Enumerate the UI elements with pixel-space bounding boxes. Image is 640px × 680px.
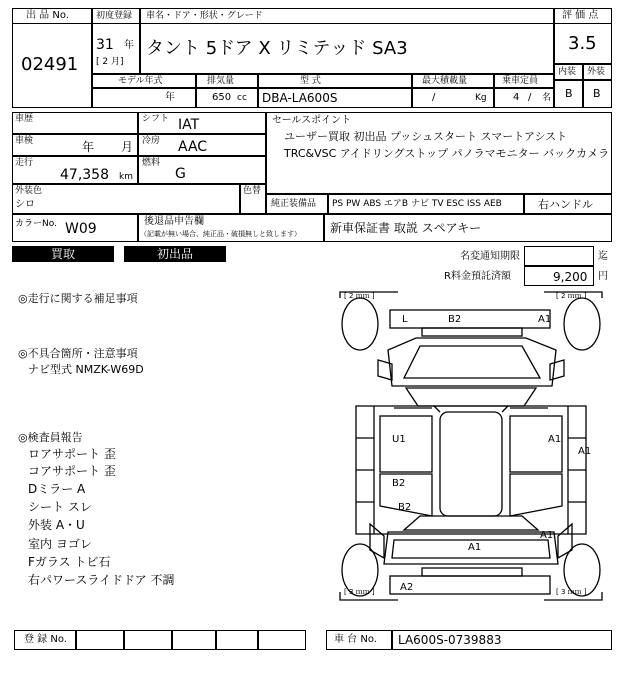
model-year-unit: 年 <box>165 92 175 103</box>
exterior-label: 外装 <box>587 67 606 77</box>
car-name: タント 5ドア X リミテッド SA3 <box>146 38 408 59</box>
first-reg-label: 初度登録 <box>96 11 133 21</box>
mark-a1-right-rear: A1 <box>540 530 554 541</box>
score-value: 3.5 <box>568 33 597 54</box>
kaitori-tag: 買取 <box>12 246 114 262</box>
chassis-value: LA600S-0739883 <box>398 633 502 647</box>
mileage-unit: km <box>119 172 133 182</box>
capacity-value: 4 <box>513 92 520 103</box>
steering-value: 右ハンドル <box>538 198 593 211</box>
displacement-unit: cc <box>237 93 247 103</box>
mark-a2-rear: A2 <box>400 582 414 593</box>
history-label: 車歴 <box>15 114 34 124</box>
inspection-year-unit: 年 <box>82 140 95 154</box>
ac-value: AAC <box>178 139 208 155</box>
reg-no-cell-5 <box>258 630 306 650</box>
capacity-label: 乗車定員 <box>502 76 539 86</box>
inspection-label: 車検 <box>15 136 34 146</box>
ext-color-label: 外装色 <box>15 186 43 196</box>
fuel-label: 燃料 <box>142 158 161 168</box>
type-label: 型 式 <box>300 76 321 86</box>
reg-no-cell-1 <box>76 630 124 650</box>
sales-label: セールスポイント <box>272 115 352 126</box>
defect-line: ナビ型式 NMZK-W69D <box>28 363 144 376</box>
ac-label: 冷房 <box>142 136 161 146</box>
after-label: 後退品申告欄 <box>144 216 204 227</box>
corner-front-right: [ 2 ｍｍ ] <box>556 292 587 300</box>
interior-label: 内装 <box>558 67 577 77</box>
mark-a1-roof-rear: A1 <box>468 542 482 553</box>
inspector-line: Fガラス トビ石 <box>28 555 111 569</box>
after-note: （記載が無い場合、純正品・破損無しと致します） <box>140 230 301 238</box>
ext-color-value: シロ <box>15 199 35 210</box>
inspector-line: 右パワースライドドア 不調 <box>28 573 175 587</box>
recycle-value: 9,200 <box>553 270 588 284</box>
mark-a1-right-side: A1 <box>578 446 592 457</box>
exterior-value: B <box>593 87 601 100</box>
score-label: 評 価 点 <box>562 10 599 21</box>
model-year-label: モデル年式 <box>118 76 163 86</box>
interior-value: B <box>565 87 573 100</box>
max-load-label: 最大積載量 <box>422 76 468 86</box>
shift-label: シフト <box>142 114 170 124</box>
type-label-cell <box>258 74 412 88</box>
capacity-unit: 名 <box>542 93 552 103</box>
corner-rear-left: [ 3 ｍｍ ] <box>344 588 375 596</box>
max-load-unit: Kg <box>475 93 487 103</box>
deadline-label: 名変通知期限 <box>460 251 520 262</box>
inspector-line: 室内 ヨゴレ <box>28 537 92 551</box>
corner-front-left: [ 2 ｍｍ ] <box>344 292 375 300</box>
deadline-value-box <box>524 246 594 266</box>
inspector-line: ロアサポート 歪 <box>28 447 116 461</box>
car-name-label: 車名・ドア・形状・グレード <box>146 11 263 21</box>
docs-value: 新車保証書 取説 スペアキー <box>330 221 482 235</box>
car-diagram <box>330 288 612 604</box>
inspector-line: 外装 A・U <box>28 518 85 532</box>
mark-b2-left-rear: B2 <box>398 502 412 513</box>
inspector-line: コアサポート 歪 <box>28 464 116 478</box>
defect-title: ◎不具合箇所・注意事項 <box>18 347 138 360</box>
inspector-line: Dミラー A <box>28 482 86 496</box>
reg-no-label: 登 録 No. <box>24 634 67 645</box>
corner-rear-right: [ 3 ｍｍ ] <box>556 588 587 596</box>
mark-l: L <box>402 314 408 325</box>
mark-b2-front: B2 <box>448 314 462 325</box>
deadline-unit: 迄 <box>598 251 608 262</box>
sales-line-1: ユーザー買取 初出品 プッシュスタート スマートアシスト <box>284 130 568 143</box>
color-change-label: 色替 <box>243 186 262 196</box>
displacement-value: 650 <box>212 92 232 103</box>
supp-title: ◎走行に関する補足事項 <box>18 292 138 305</box>
recycle-label: R料金預託済額 <box>444 271 511 282</box>
recycle-unit: 円 <box>598 271 608 282</box>
color-no-label: カラーNo. <box>15 219 57 229</box>
first-reg-year: 31 <box>96 37 114 53</box>
first-reg-year-unit: 年 <box>124 40 134 51</box>
reg-no-cell-3 <box>172 630 216 650</box>
shift-value: IAT <box>178 117 200 133</box>
mark-u1: U1 <box>392 434 406 445</box>
max-load-value: / <box>432 92 436 103</box>
lot-number: 02491 <box>21 54 79 75</box>
mileage-label: 走行 <box>15 158 34 168</box>
reg-no-cell-4 <box>216 630 258 650</box>
mark-b2-left-door: B2 <box>392 478 406 489</box>
mileage-value: 47,358 <box>60 167 109 183</box>
displacement-label: 排気量 <box>207 76 235 86</box>
mark-a1-front: A1 <box>538 314 552 325</box>
hatsu-tag: 初出品 <box>124 246 226 262</box>
inspection-month-unit: 月 <box>121 140 134 154</box>
reg-no-cell-2 <box>124 630 172 650</box>
first-reg-month: [ 2 月] <box>96 57 124 67</box>
mark-a1-right-door: A1 <box>548 434 562 445</box>
color-no-value: W09 <box>65 221 97 237</box>
ext-color-cell <box>12 184 240 214</box>
model-year-value-cell <box>92 88 196 108</box>
equipment-items: PS PW ABS エアB ナビ TV ESC ISS AEB <box>332 199 502 209</box>
fuel-value: G <box>175 166 186 182</box>
inspector-title: ◎検査員報告 <box>18 431 83 444</box>
equipment-label: 純正装備品 <box>271 199 317 209</box>
sales-line-2: TRC&VSC アイドリングストップ パノラマモニター バックカメラ <box>284 147 610 160</box>
lot-label: 出 品 No. <box>26 10 69 21</box>
inspector-line: シート スレ <box>28 500 92 514</box>
chassis-label: 車 台 No. <box>334 634 377 645</box>
capacity-sep: / <box>528 92 532 103</box>
type-value: DBA-LA600S <box>262 91 338 105</box>
